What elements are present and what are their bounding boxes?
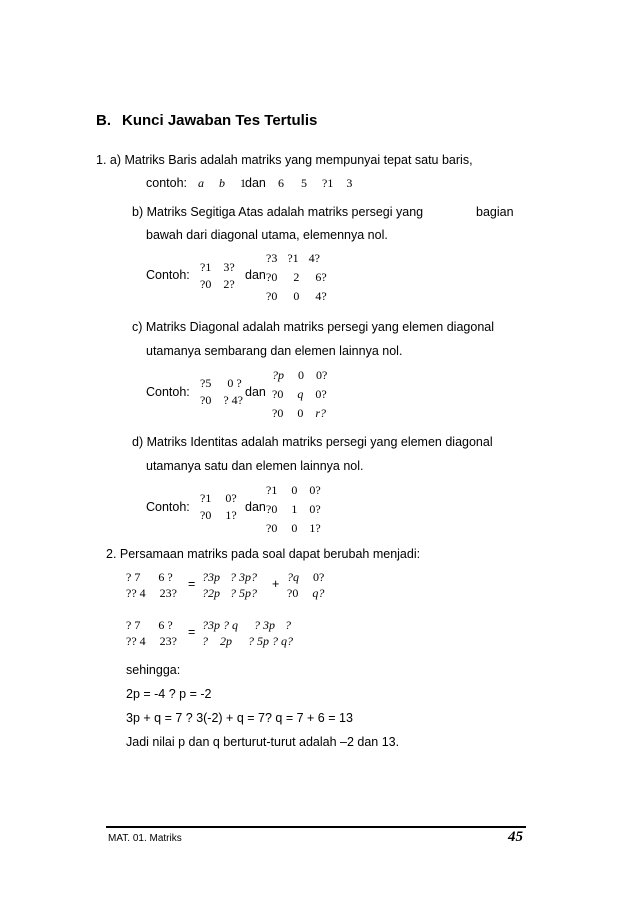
matrix-cell: ?0 [266, 270, 278, 284]
matrix-cell: q? [312, 586, 325, 600]
item-1b-text-end: bagian [476, 205, 514, 219]
item-1b-contoh: Contoh: [146, 268, 190, 282]
footer-title: MAT. 01. Matriks [108, 833, 182, 844]
item-1c-text-2: utamanya sembarang dan elemen lainnya nol. [146, 344, 403, 358]
matrix-cell: b [219, 176, 225, 190]
page-number: 45 [508, 829, 523, 845]
matrix-2x2-d [200, 490, 237, 524]
matrix-cell: ?5 [200, 376, 212, 390]
matrix-cell: ?p [272, 368, 284, 382]
matrix-cell: 6? [315, 270, 327, 284]
matrix-cell: ? 5p? [230, 586, 257, 600]
step-1: 2p = -4 ? p = -2 [126, 687, 212, 701]
matrix-cell: ?? 4 [126, 586, 146, 600]
matrix-cell: 1? [309, 521, 321, 535]
section-letter: B. [96, 112, 111, 129]
sehingga: sehingga: [126, 663, 181, 677]
item-1c-text: c) Matriks Diagonal adalah matriks persegi yang elemen diagonal [132, 320, 494, 334]
eq1-rhs2-matrix [287, 569, 324, 601]
footer-rule [106, 826, 526, 828]
eq2-rhs-matrix [202, 617, 293, 649]
matrix-cell: 0? [309, 483, 321, 497]
matrix-cell: ?1 [200, 491, 212, 505]
item-1d-text: d) Matriks Identitas adalah matriks persegi yang elemen diagonal [132, 435, 493, 449]
matrix-cell: 4? [308, 251, 320, 265]
matrix-cell: 1? [225, 508, 237, 522]
matrix-cell: ? 3p? [230, 570, 257, 584]
matrix-cell: ?2p [202, 586, 220, 600]
matrix-cell: ? 4? [223, 393, 243, 407]
eq1-lhs-matrix [126, 569, 177, 601]
step-2: 3p + q = 7 ? 3(-2) + q = 7? q = 7 + 6 = 13 [126, 711, 353, 725]
matrix-cell: 0 [291, 483, 298, 497]
item-1a-contoh: contoh: [146, 176, 188, 190]
matrix-cell: 0 [297, 406, 304, 420]
eq1-plus: + [272, 577, 280, 591]
matrix-cell: ?1 [287, 251, 299, 265]
matrix-cell: ?3p ? q [202, 618, 238, 632]
matrix-cell: ?3p [202, 570, 220, 584]
matrix-cell: 1 [240, 176, 246, 190]
matrix-cell: ? 7 [126, 570, 141, 584]
item-1d-contoh: Contoh: [146, 500, 190, 514]
matrix-3x3-d [266, 481, 321, 538]
matrix-cell: ? [285, 618, 291, 632]
matrix-row-1 [198, 176, 246, 191]
matrix-cell: ?1 [200, 260, 212, 274]
matrix-2x2-b [200, 259, 235, 293]
matrix-cell: 0 ? [227, 376, 242, 390]
item-1d-dan: dan [245, 500, 266, 514]
matrix-cell: ?0 [200, 277, 212, 291]
section-title: Kunci Jawaban Tes Tertulis [122, 112, 318, 129]
eq1-equals: = [188, 577, 196, 591]
matrix-cell: 0 [291, 521, 298, 535]
matrix-cell: ?q [287, 570, 299, 584]
matrix-cell: 4? [315, 289, 327, 303]
matrix-cell: 23? [159, 634, 177, 648]
item-1a-text: 1. a) Matriks Baris adalah matriks yang mempunyai tepat satu baris, [96, 153, 473, 167]
matrix-cell: ?0 [266, 289, 278, 303]
matrix-cell: 6 [278, 176, 284, 190]
item-1c-contoh: Contoh: [146, 385, 190, 399]
matrix-cell: ? [202, 634, 208, 648]
item-1c-dan: dan [245, 385, 266, 399]
item-1b-text: b) Matriks Segitiga Atas adalah matriks persegi yang [132, 205, 424, 219]
matrix-cell: ? 5p ? q? [248, 634, 293, 648]
matrix-cell: 2p [220, 634, 232, 648]
matrix-cell: 5 [301, 176, 307, 190]
matrix-cell: ?0 [272, 387, 284, 401]
matrix-3x3-c [272, 366, 327, 423]
matrix-cell: 0 [298, 368, 304, 382]
matrix-row-2 [278, 176, 352, 191]
matrix-cell: r? [315, 406, 326, 420]
matrix-cell: 0? [313, 570, 325, 584]
matrix-cell: ?0 [266, 502, 278, 516]
matrix-cell: ?0 [200, 393, 212, 407]
matrix-cell: ? 3p [254, 618, 275, 632]
matrix-cell: 0? [225, 491, 237, 505]
matrix-cell: ?? 4 [126, 634, 146, 648]
matrix-cell: 0 [293, 289, 300, 303]
eq2-lhs-matrix [126, 617, 177, 649]
item-2-intro: 2. Persamaan matriks pada soal dapat berubah menjadi: [106, 547, 421, 561]
matrix-cell: a [198, 176, 204, 190]
conclusion: Jadi nilai p dan q berturut-turut adalah –2 dan 13. [126, 735, 400, 749]
matrix-cell: ? 7 [126, 618, 141, 632]
matrix-cell: ?0 [287, 586, 299, 600]
matrix-cell: ?0 [200, 508, 212, 522]
matrix-cell: ?1 [322, 176, 334, 190]
eq2-equals: = [188, 625, 196, 639]
matrix-cell: 1 [291, 502, 298, 516]
matrix-cell: 6 ? [158, 618, 173, 632]
item-1b-dan: dan [245, 268, 266, 282]
matrix-cell: ?3 [266, 251, 278, 265]
matrix-cell: q [297, 387, 304, 401]
matrix-cell: 3 [346, 176, 353, 190]
matrix-3x3-b [266, 249, 327, 306]
matrix-cell: 0? [309, 502, 321, 516]
eq1-rhs1-matrix [202, 569, 257, 601]
matrix-cell: 3? [223, 260, 235, 274]
matrix-cell: 0? [316, 368, 328, 382]
item-1b-text-2: bawah dari diagonal utama, elemennya nol. [146, 228, 388, 242]
matrix-cell: ?1 [266, 483, 278, 497]
matrix-cell: ?0 [266, 521, 278, 535]
matrix-cell: 2? [223, 277, 235, 291]
matrix-cell: 0? [315, 387, 327, 401]
item-1d-text-2: utamanya satu dan elemen lainnya nol. [146, 459, 364, 473]
matrix-cell: 2 [293, 270, 300, 284]
item-1a-dan: dan [245, 176, 266, 190]
matrix-cell: 6 ? [158, 570, 173, 584]
matrix-cell: ?0 [272, 406, 284, 420]
matrix-2x2-c [200, 375, 243, 409]
matrix-cell: 23? [159, 586, 177, 600]
